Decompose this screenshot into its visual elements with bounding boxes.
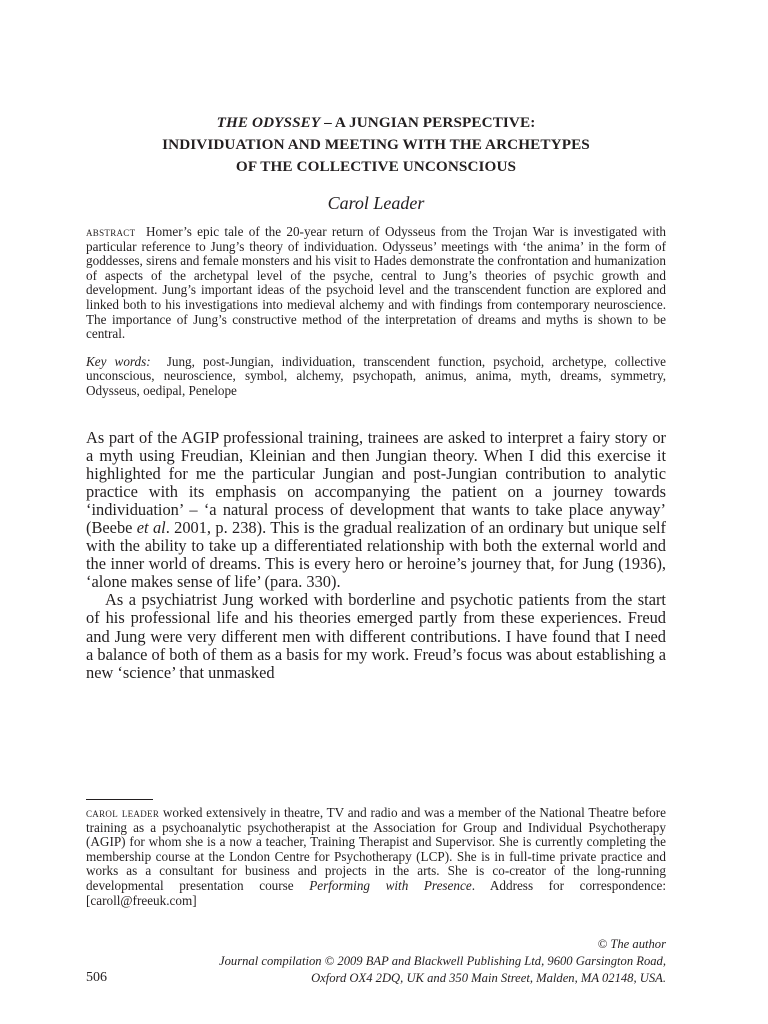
body-p1-part-a: As part of the AGIP professional training, trainees are asked to interpret a fairy story or a myth using Freudian, Kleinian and then Jungian theory. When I did this exercise it highlighted for me the particular Jungian and post-Jungian contribution to analytic practice with its emphasis on accompanying the patient on a journey towards ‘individuation’ – ‘a natural process of development that wants to take place anyway’ (Beebe	[86, 427, 666, 537]
body-p1-etal: et al	[136, 518, 166, 537]
page-number: 506	[86, 970, 107, 985]
title-line-1	[86, 112, 666, 134]
title-italic: THE ODYSSEY	[216, 114, 321, 131]
body-text	[86, 429, 666, 682]
abstract	[86, 225, 666, 342]
abstract-text: Homer’s epic tale of the 20-year return of Odysseus from the Trojan War is investigated with particular reference to Jung’s theory of individuation. Odysseus’ meetings with ‘the anima’ in the form of goddesses, sirens and female monsters and his visit to Hades demonstrate the confrontation and humanization of aspects of the archetypal level of the psyche, central to Jung’s theories of psychic growth and development. Jung’s important ideas of the psychoid level and the transcendent function are explored and linked both to his investigations into medieval alchemy and with findings from contemporary neuroscience. The importance of Jung’s constructive method of the interpretation of dreams and myths is shown to be central.	[86, 224, 666, 342]
footnote-text-a: worked extensively in theatre, TV and radio and was a member of the National Theatre before training as a psychoanalytic psychotherapist at the Association for Group and Individual Psychotherapy (AGIP) for whom she is a now a teacher, Training Therapist and Supervisor. She is currently completing the membership course at the London Centre for Psychotherapy (LCP). She is in full-time private practice and works as a consultant for business and projects in the arts. She is co-creator of the long-running developmental presentation course	[86, 805, 666, 893]
author-name: Carol Leader	[327, 193, 425, 213]
footnote-text-b: . Address for correspondence: [caroll@freeuk.com]	[86, 877, 666, 908]
keywords	[86, 355, 666, 399]
footnote-author-name: carol leader	[86, 806, 160, 820]
footnote-course-title: Performing with Presence	[309, 877, 472, 893]
copyright-line-3: Oxford OX4 2DQ, UK and 350 Main Street, Malden, MA 02148, USA.	[311, 971, 666, 986]
title-line-1-rest: – A JUNGIAN PERSPECTIVE:	[320, 114, 536, 131]
copyright-notice	[86, 936, 666, 988]
author-footnote	[86, 806, 666, 908]
title-line-2: INDIVIDUATION AND MEETING WITH THE ARCHETYPES	[162, 136, 590, 153]
copyright-line-2: Journal compilation © 2009 BAP and Blackwell Publishing Ltd, 9600 Garsington Road,	[219, 954, 666, 969]
abstract-label: abstract	[86, 225, 136, 239]
footnote-divider	[86, 799, 153, 800]
body-p1-part-b: . 2001, p. 238). This is the gradual realization of an ordinary but unique self with the ability to take up a differentiated relationship with both the external world and the inner world of dreams. This is every hero or heroine’s journey that, for Jung (1936), ‘alone makes sense of life’ (para. 330).	[86, 518, 666, 592]
keywords-label: Key words:	[86, 353, 151, 369]
article-title	[86, 112, 666, 178]
body-paragraph-2: As a psychiatrist Jung worked with borderline and psychotic patients from the start of his professional life and his theories emerged partly from these experiences. Freud and Jung were very different men with different contributions. I have found that I need a balance of both of them as a basis for my work. Freud’s focus was about establishing a new ‘science’ that unmasked	[86, 590, 666, 682]
article-page	[86, 112, 666, 682]
copyright-line-1: © The author	[597, 937, 666, 951]
title-line-3: OF THE COLLECTIVE UNCONSCIOUS	[235, 158, 517, 175]
keywords-text: Jung, post-Jungian, individuation, transcendent function, psychoid, archetype, collective unconscious, neuroscience, symbol, alchemy, psychopath, animus, anima, myth, dreams, symmetry, Odysseus, oedipal, Penelope	[86, 353, 667, 398]
body-paragraph-1	[86, 429, 666, 592]
